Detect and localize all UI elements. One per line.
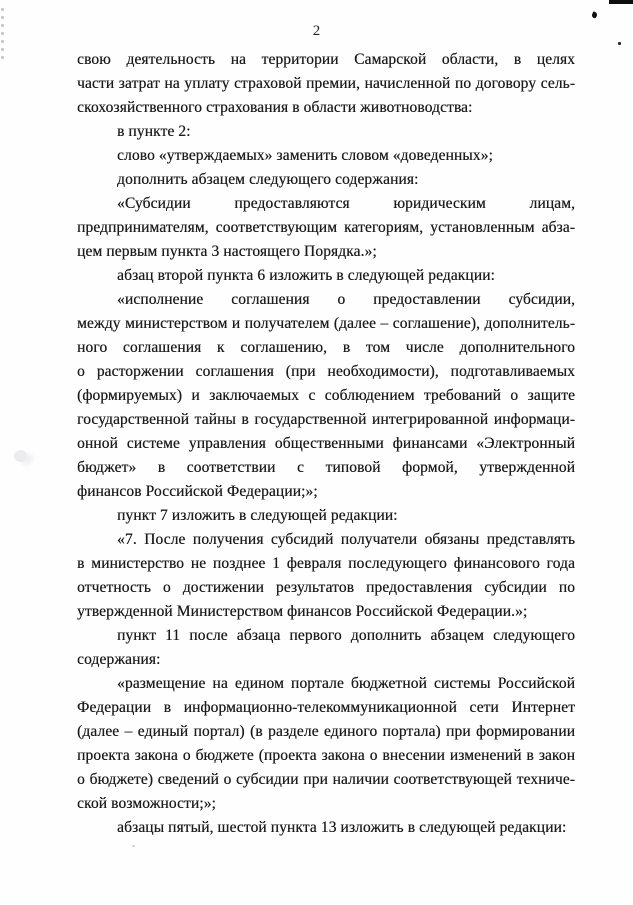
text-line: ской возможности;»; xyxy=(77,795,216,812)
text-line: скохозяйственного страхования в области животноводства: xyxy=(77,99,473,116)
text-line: онной системе управления общественными финансами «Электронный xyxy=(77,435,575,452)
text-line: цем первым пункта 3 настоящего Порядка.»; xyxy=(77,243,377,260)
text-line: (далее – единый портал) (в разделе единого портала) при формировании xyxy=(77,723,575,740)
page-number: 2 xyxy=(312,23,321,39)
scan-artifact-corner-bar xyxy=(609,0,633,4)
text-line: ного соглашения к соглашению, в том числе дополнительного xyxy=(77,339,575,356)
text-line: абзацы пятый, шестой пункта 13 изложить в следующей редакции: xyxy=(117,819,567,836)
text-line: утвержденной Министерством финансов Российской Федерации.»; xyxy=(77,603,528,620)
text-line: пункт 7 изложить в следующей редакции: xyxy=(117,507,398,524)
document-body xyxy=(77,48,575,840)
text-line: дополнить абзацем следующего содержания: xyxy=(117,171,419,188)
text-line: предпринимателям, соответствующим категориям, установленным абза- xyxy=(77,219,575,236)
text-line: «7. После получения субсидий получатели обязаны представлять xyxy=(117,531,575,548)
text-line: «Субсидии предоставляются юридическим лицам, xyxy=(117,195,575,212)
text-line: финансов Российской Федерации;»; xyxy=(77,483,318,500)
text-line: Федерации в информационно-телекоммуникационной сети Интернет xyxy=(77,699,575,716)
text-line: «размещение на едином портале бюджетной системы Российской xyxy=(117,675,575,692)
text-line: свою деятельность на территории Самарской области, в целях xyxy=(77,51,575,68)
scan-artifact-smudge xyxy=(14,450,27,462)
text-line: о бюджете) сведений о субсидии при наличии соответствующей техниче- xyxy=(77,771,575,788)
text-line: пункт 11 после абзаца первого дополнить абзацем следующего xyxy=(117,627,575,644)
text-line: в пункте 2: xyxy=(117,123,191,140)
text-line: (формируемых) и заключаемых с соблюдением требований о защите xyxy=(77,387,575,404)
text-line: отчетность о достижении результатов предоставления субсидии по xyxy=(77,579,575,596)
scan-artifact-edge-dots xyxy=(0,3,5,61)
text-line: слово «утверждаемых» заменить словом «доведенных»; xyxy=(117,147,493,164)
text-line: проекта закона о бюджете (проекта закона о внесении изменений в закон xyxy=(77,747,575,764)
text-line: между министерством и получателем (далее – соглашение), дополнитель- xyxy=(77,315,575,332)
ink-speck xyxy=(591,11,598,19)
text-line: бюджет» в соответствии с типовой формой, утвержденной xyxy=(77,459,575,476)
text-line: в министерство не позднее 1 февраля последующего финансового года xyxy=(77,555,575,572)
text-line: о расторжении соглашения (при необходимости), подготавливаемых xyxy=(77,363,575,380)
text-line: абзац второй пункта 6 изложить в следующей редакции: xyxy=(117,267,495,284)
text-line: части затрат на уплату страховой премии, начисленной по договору сель- xyxy=(77,75,575,92)
ink-speck xyxy=(132,845,135,847)
text-line: содержания: xyxy=(77,651,161,668)
ink-speck xyxy=(618,42,621,45)
text-line: «исполнение соглашения о предоставлении субсидии, xyxy=(117,291,575,308)
text-line: государственной тайны в государственной интегрированной информаци- xyxy=(77,411,575,428)
